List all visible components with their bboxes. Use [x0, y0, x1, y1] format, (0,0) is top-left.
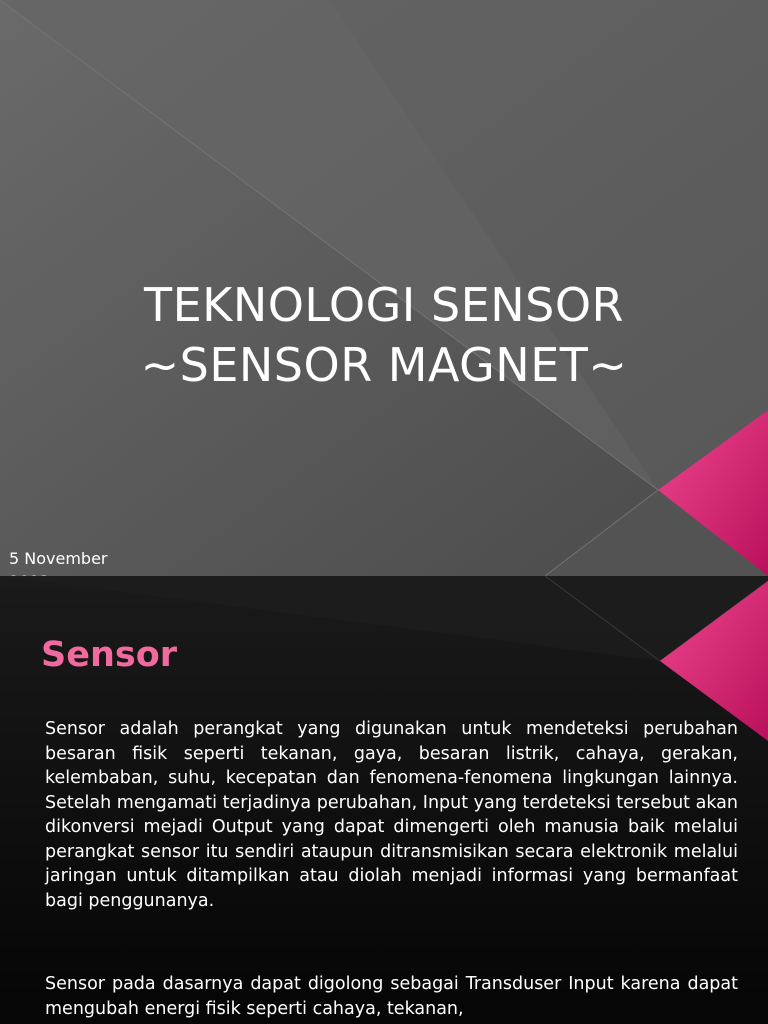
- content-heading: Sensor: [41, 635, 178, 675]
- content-slide: [0, 576, 768, 1024]
- slide-title-line2: ~SENSOR MAGNET~: [140, 338, 628, 392]
- slide-date: 5 November: [9, 549, 108, 568]
- slide-title-line1: TEKNOLOGI SENSOR: [143, 278, 625, 332]
- body-paragraph: Sensor adalah perangkat yang digunakan untuk mendeteksi perubahan besaran fisik seperti tekanan, gaya, besaran listrik, cahaya, gerakan, kelembaban, suhu, kecepatan dan fenomena-fenomena lingkungan lainnya. Setelah mengamati terjadinya perubahan, Input yang terdeteksi tersebut akan dikonversi mejadi Output yang dapat dimengerti oleh manusia baik melalui perangkat sensor itu sendiri ataupun ditransmisikan secara elektronik melalui jaringan untuk ditampilkan atau diolah menjadi informasi yang bermanfaat bagi penggunanya.: [45, 719, 738, 911]
- body-paragraph: Sensor pada dasarnya dapat digolong sebagai Transduser Input karena dapat mengubah energi fisik seperti cahaya, tekanan,: [45, 974, 738, 1019]
